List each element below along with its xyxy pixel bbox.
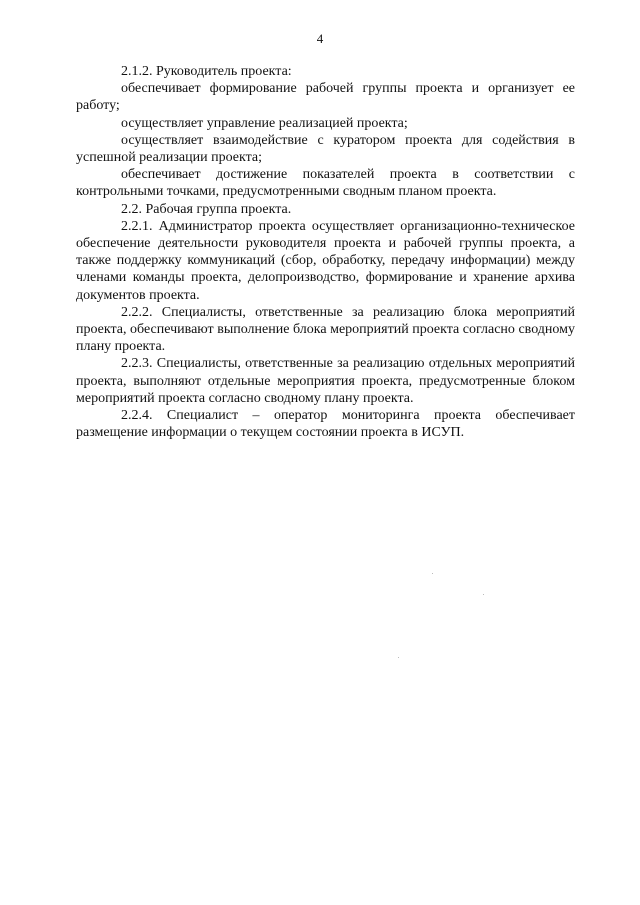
paragraph-2-2-2: 2.2.2. Специалисты, ответственные за реализацию блока мероприятий проекта, обеспечивают выполнение блока мероприятий проекта согласно сводному плану проекта. (76, 304, 575, 355)
scan-speck (398, 657, 399, 658)
document-body (76, 63, 575, 441)
paragraph-duty-form-group: обеспечивает формирование рабочей группы проекта и организует ее работу; (76, 81, 575, 114)
paragraph-2-1-2-heading: 2.1.2. Руководитель проекта: (121, 64, 292, 79)
page-number: 4 (316, 31, 324, 46)
scan-speck (483, 594, 484, 595)
paragraph-2-2-4: 2.2.4. Специалист – оператор мониторинга проекта обеспечивает размещение информации о текущем состоянии проекта в ИСУП. (76, 408, 575, 441)
paragraph-duty-manage: осуществляет управление реализацией проекта; (121, 115, 408, 131)
paragraph-2-2-heading: 2.2. Рабочая группа проекта. (121, 201, 292, 217)
paragraph-duty-achieve: обеспечивает достижение показателей проекта в соответствии с контрольными точками, предусмотренными сводным планом проекта. (76, 167, 575, 200)
scan-speck (432, 573, 433, 574)
paragraph-2-2-1: 2.2.1. Администратор проекта осуществляет организационно-техническое обеспечение деятельности руководителя проекта и рабочей группы проекта, а также поддержку коммуникаций (сбор, обработку, передачу информации) между членами команды проекта, делопроизводство, формирование и хранение архива документов проекта. (76, 218, 575, 303)
paragraph-2-2-3: 2.2.3. Специалисты, ответственные за реализацию отдельных мероприятий проекта, выполняют отдельные мероприятия проекта, предусмотренные блоком мероприятий проекта согласно сводному плану проекта. (76, 356, 575, 406)
paragraph-duty-interact: осуществляет взаимодействие с куратором проекта для содействия в успешной реализации проекта; (76, 132, 575, 166)
